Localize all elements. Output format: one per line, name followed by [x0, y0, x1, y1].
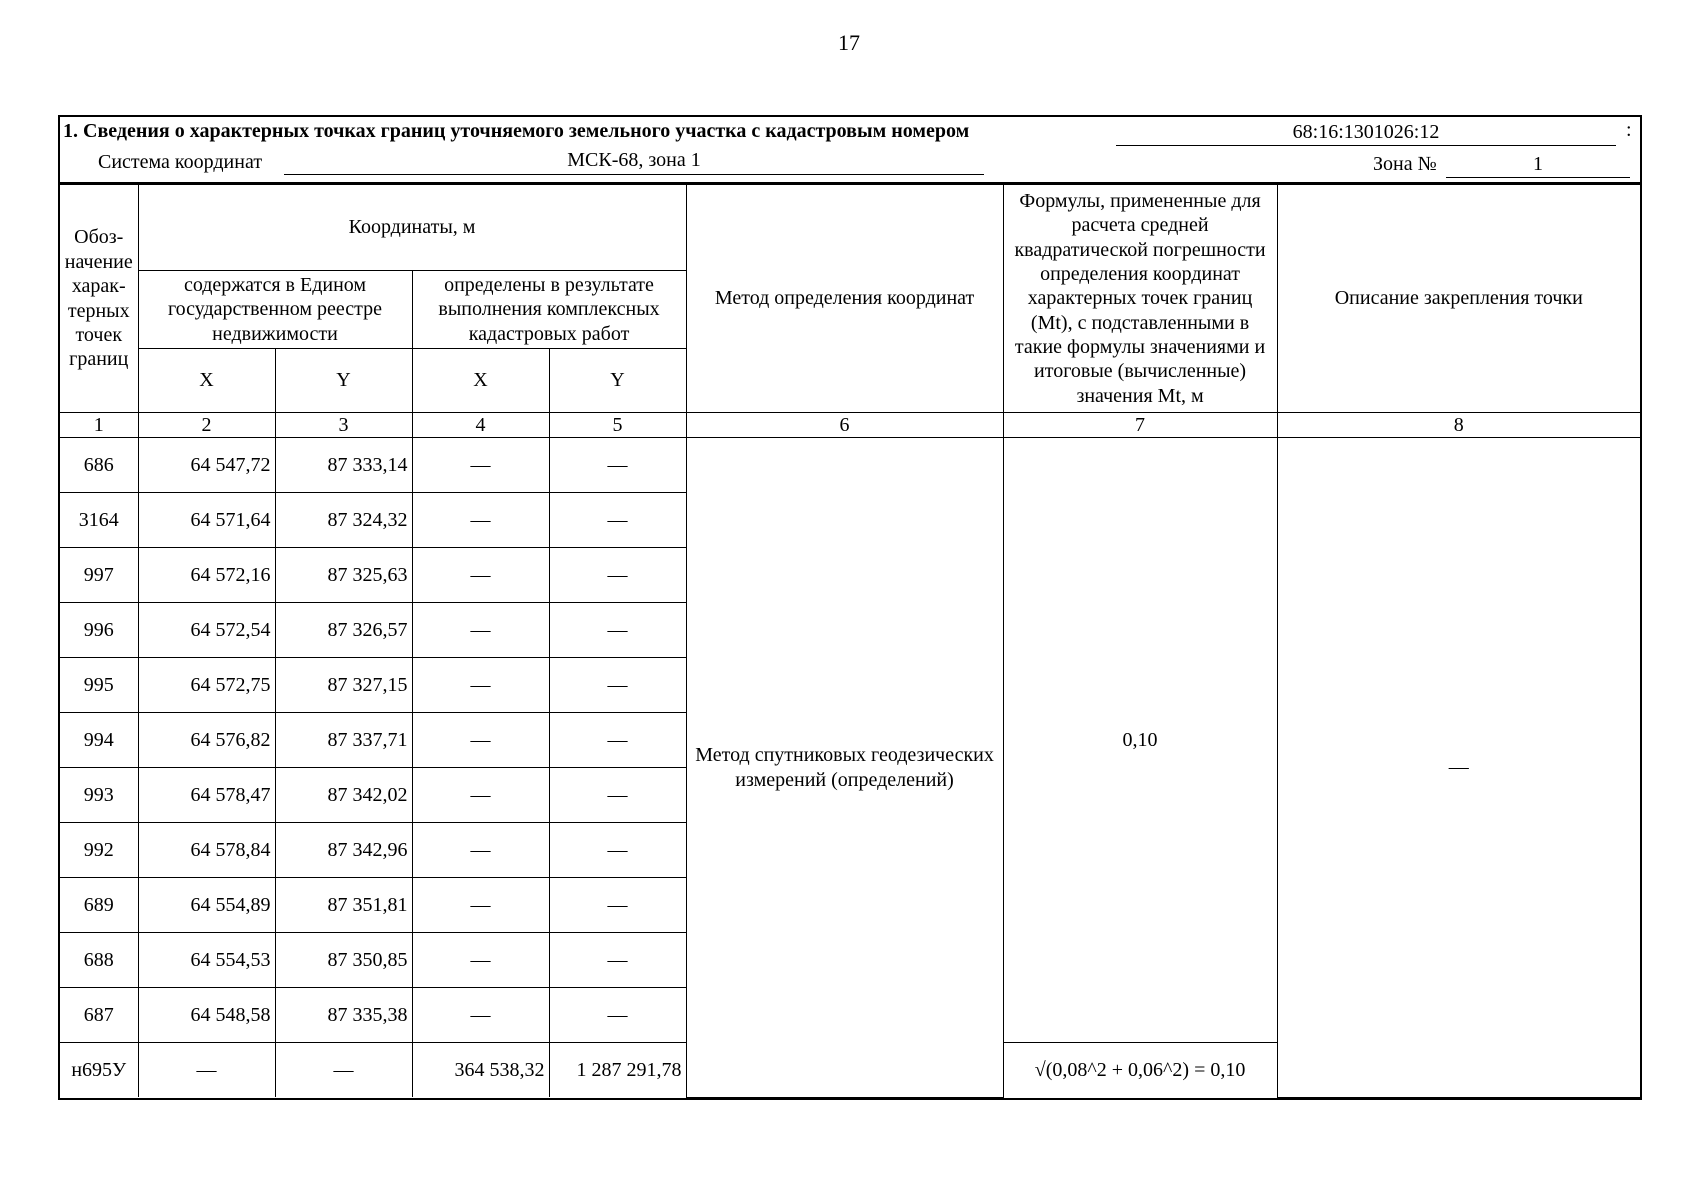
point-id: н695У [60, 1043, 138, 1098]
page-number: 17 [838, 30, 860, 55]
mt-formula-cell: √(0,08^2 + 0,06^2) = 0,10 [1003, 1043, 1277, 1098]
x-egrn-value: 64 572,54 [138, 603, 275, 658]
header-description: Описание закрепления точки [1277, 185, 1640, 413]
x-egrn-value: 64 547,72 [138, 438, 275, 493]
y-determined-value: — [549, 493, 686, 548]
header-coordinates: Координаты, м [138, 185, 686, 271]
x-determined-value: — [412, 713, 549, 768]
point-id: 686 [60, 438, 138, 493]
column-number: 5 [549, 413, 686, 438]
x-egrn-value: 64 554,89 [138, 878, 275, 933]
y-determined-value: — [549, 438, 686, 493]
description-cell: — [1277, 438, 1640, 1098]
point-id: 687 [60, 988, 138, 1043]
x-egrn-value: 64 572,16 [138, 548, 275, 603]
point-id: 996 [60, 603, 138, 658]
column-number: 4 [412, 413, 549, 438]
point-id: 995 [60, 658, 138, 713]
x-determined-value: 364 538,32 [412, 1043, 549, 1098]
header-formulas: Формулы, примененные для расчета средней квадратической погрешности определения координат характерных точек границ (Mt), с подставленными в такие формулы значениями и итоговые (вычисленные) значения Mt, м [1003, 185, 1277, 413]
y-determined-value: — [549, 988, 686, 1043]
header-y-determined: Y [549, 349, 686, 413]
y-determined-value: — [549, 603, 686, 658]
method-cell: Метод спутниковых геодезических измерений (определений) [686, 438, 1003, 1098]
y-egrn-value: 87 337,71 [275, 713, 412, 768]
column-number: 8 [1277, 413, 1640, 438]
x-egrn-value: 64 578,47 [138, 768, 275, 823]
y-determined-value: — [549, 878, 686, 933]
header-x-determined: X [412, 349, 549, 413]
y-egrn-value: 87 350,85 [275, 933, 412, 988]
zone-field: 1 [1446, 153, 1630, 178]
x-determined-value: — [412, 878, 549, 933]
column-number: 7 [1003, 413, 1277, 438]
x-determined-value: — [412, 933, 549, 988]
point-id: 993 [60, 768, 138, 823]
y-egrn-value: 87 342,02 [275, 768, 412, 823]
x-determined-value: — [412, 658, 549, 713]
y-determined-value: — [549, 548, 686, 603]
x-egrn-value: 64 578,84 [138, 823, 275, 878]
x-egrn-value: 64 571,64 [138, 493, 275, 548]
y-egrn-value: 87 325,63 [275, 548, 412, 603]
coord-system-field: МСК-68, зона 1 [284, 149, 984, 175]
x-determined-value: — [412, 438, 549, 493]
y-determined-value: 1 287 291,78 [549, 1043, 686, 1098]
y-determined-value: — [549, 713, 686, 768]
x-determined-value: — [412, 768, 549, 823]
x-egrn-value: 64 554,53 [138, 933, 275, 988]
point-id: 3164 [60, 493, 138, 548]
column-number: 2 [138, 413, 275, 438]
point-id: 997 [60, 548, 138, 603]
y-determined-value: — [549, 658, 686, 713]
x-determined-value: — [412, 493, 549, 548]
x-determined-value: — [412, 823, 549, 878]
y-egrn-value: 87 342,96 [275, 823, 412, 878]
cadastral-colon: : [1626, 119, 1632, 141]
x-determined-value: — [412, 988, 549, 1043]
x-egrn-value: — [138, 1043, 275, 1098]
header-determined: определены в результате выполнения комплексных кадастровых работ [412, 271, 686, 349]
header-x-egrn: X [138, 349, 275, 413]
cadastral-number-field: 68:16:1301026:12 [1116, 121, 1616, 146]
y-determined-value: — [549, 768, 686, 823]
point-id: 688 [60, 933, 138, 988]
y-egrn-value: 87 333,14 [275, 438, 412, 493]
point-id: 689 [60, 878, 138, 933]
mt-value-cell: 0,10 [1003, 438, 1277, 1043]
cadastral-points-document [58, 115, 1642, 1100]
y-determined-value: — [549, 823, 686, 878]
header-designation: Обоз- начение харак- терных точек границ [60, 185, 138, 413]
y-determined-value: — [549, 933, 686, 988]
points-table [60, 184, 1640, 1098]
document-title: 1. Сведения о характерных точках границ уточняемого земельного участка с кадастровым номером [63, 120, 970, 142]
x-egrn-value: 64 572,75 [138, 658, 275, 713]
point-id: 994 [60, 713, 138, 768]
x-determined-value: — [412, 603, 549, 658]
y-egrn-value: 87 324,32 [275, 493, 412, 548]
document-header [60, 117, 1640, 184]
y-egrn-value: 87 351,81 [275, 878, 412, 933]
column-number: 1 [60, 413, 138, 438]
y-egrn-value: — [275, 1043, 412, 1098]
x-egrn-value: 64 548,58 [138, 988, 275, 1043]
column-number: 3 [275, 413, 412, 438]
column-number: 6 [686, 413, 1003, 438]
y-egrn-value: 87 335,38 [275, 988, 412, 1043]
point-id: 992 [60, 823, 138, 878]
y-egrn-value: 87 326,57 [275, 603, 412, 658]
x-determined-value: — [412, 548, 549, 603]
header-y-egrn: Y [275, 349, 412, 413]
header-egrn: содержатся в Едином государственном реестре недвижимости [138, 271, 412, 349]
table-row [60, 438, 1640, 493]
y-egrn-value: 87 327,15 [275, 658, 412, 713]
zone-label: Зона № [1373, 153, 1437, 175]
header-method: Метод определения координат [686, 185, 1003, 413]
coord-system-label: Система координат [98, 151, 263, 173]
x-egrn-value: 64 576,82 [138, 713, 275, 768]
